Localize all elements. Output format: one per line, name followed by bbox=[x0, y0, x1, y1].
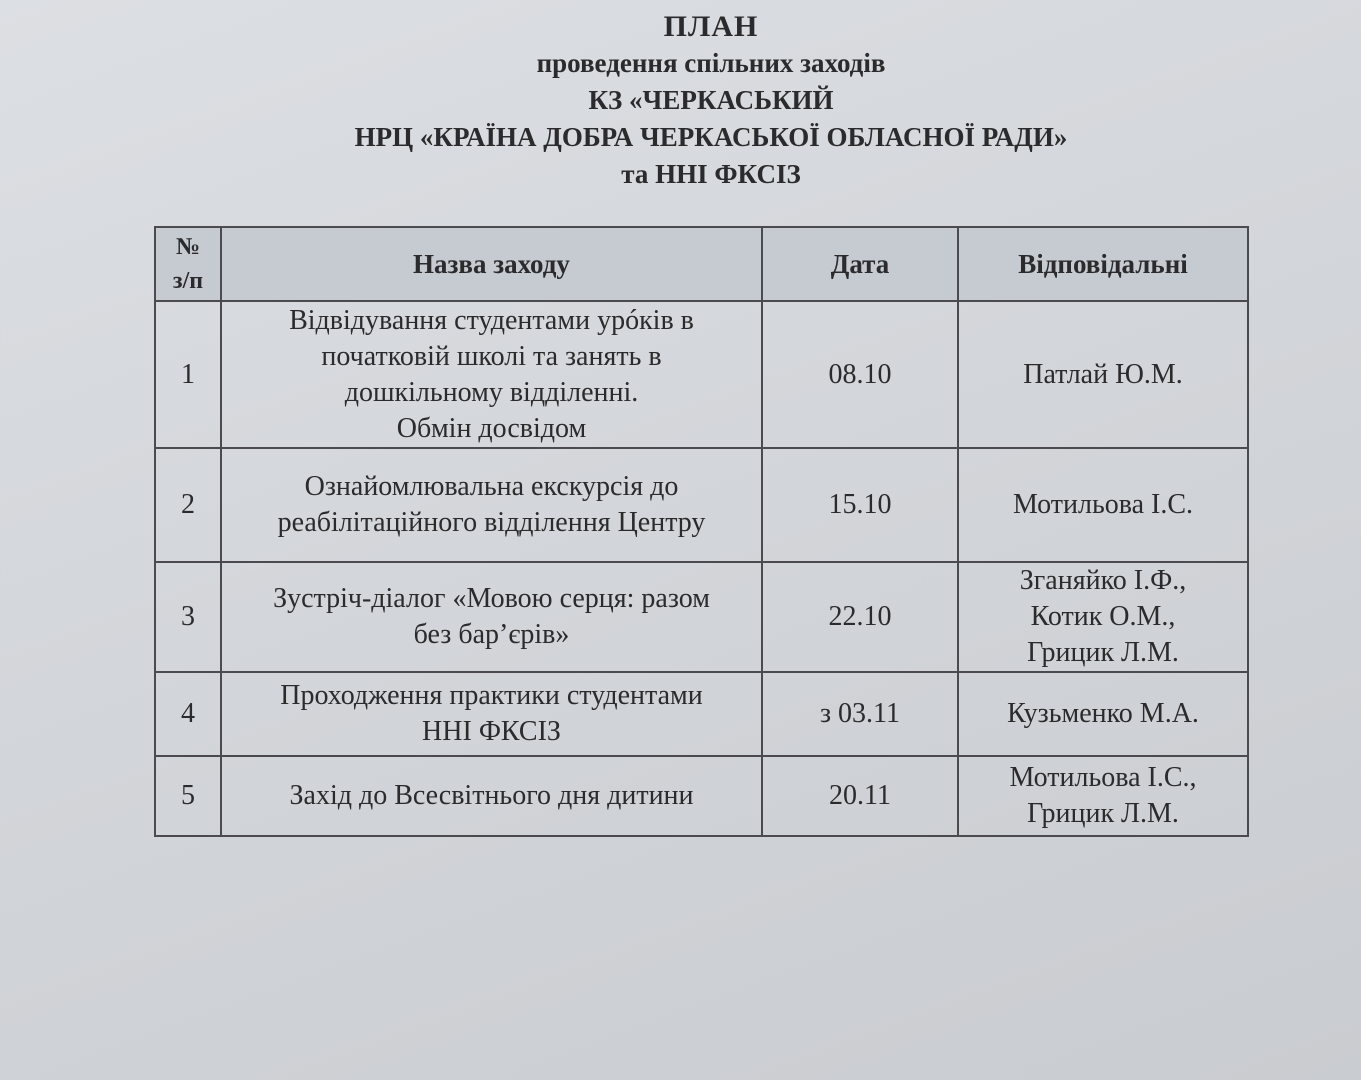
row-number: 5 bbox=[155, 756, 221, 836]
table-row bbox=[155, 301, 1248, 448]
row-event-name: Проходження практики студентами ННІ ФКСІЗ bbox=[221, 672, 762, 756]
plan-title: ПЛАН bbox=[663, 10, 759, 43]
row-date: 08.10 bbox=[762, 301, 958, 448]
row-event-name: Захід до Всесвітнього дня дитини bbox=[221, 756, 762, 836]
header-responsible: Відповідальні bbox=[958, 227, 1248, 301]
heading-line-4: НРЦ «КРАЇНА ДОБРА ЧЕРКАСЬКОЇ ОБЛАСНОЇ РАДИ» bbox=[354, 122, 1068, 152]
heading-line-2: проведення спільних заходів bbox=[536, 48, 886, 78]
row-number: 2 bbox=[155, 448, 221, 562]
row-number: 1 bbox=[155, 301, 221, 448]
heading-line-5: та ННІ ФКСІЗ bbox=[621, 159, 801, 189]
header-number: № з/п bbox=[155, 227, 221, 301]
row-responsible: Мотильова І.С. bbox=[958, 448, 1248, 562]
table-row bbox=[155, 756, 1248, 836]
row-date: 15.10 bbox=[762, 448, 958, 562]
row-date: 20.11 bbox=[762, 756, 958, 836]
table-header-row bbox=[155, 227, 1248, 301]
row-event-name: Ознайомлювальна екскурсія до реабілітаційного відділення Центру bbox=[221, 448, 762, 562]
row-event-name: Зустріч-діалог «Мовою серця: разом без бар’єрів» bbox=[221, 562, 762, 672]
row-responsible: Зганяйко І.Ф., Котик О.М., Грицик Л.М. bbox=[958, 562, 1248, 672]
row-event-name: Відвідування студентами урóків в початковій школі та занять в дошкільному відділенні. Обмін досвідом bbox=[221, 301, 762, 448]
table-row bbox=[155, 562, 1248, 672]
row-responsible: Мотильова І.С., Грицик Л.М. bbox=[958, 756, 1248, 836]
events-table bbox=[154, 226, 1249, 837]
row-date: з 03.11 bbox=[762, 672, 958, 756]
document-heading bbox=[0, 8, 1361, 193]
row-number: 3 bbox=[155, 562, 221, 672]
table-row bbox=[155, 672, 1248, 756]
header-date: Дата bbox=[762, 227, 958, 301]
header-event-name: Назва заходу bbox=[221, 227, 762, 301]
row-date: 22.10 bbox=[762, 562, 958, 672]
row-responsible: Кузьменко М.А. bbox=[958, 672, 1248, 756]
row-number: 4 bbox=[155, 672, 221, 756]
table-row bbox=[155, 448, 1248, 562]
heading-line-3: КЗ «ЧЕРКАСЬКИЙ bbox=[588, 85, 834, 115]
row-responsible: Патлай Ю.М. bbox=[958, 301, 1248, 448]
